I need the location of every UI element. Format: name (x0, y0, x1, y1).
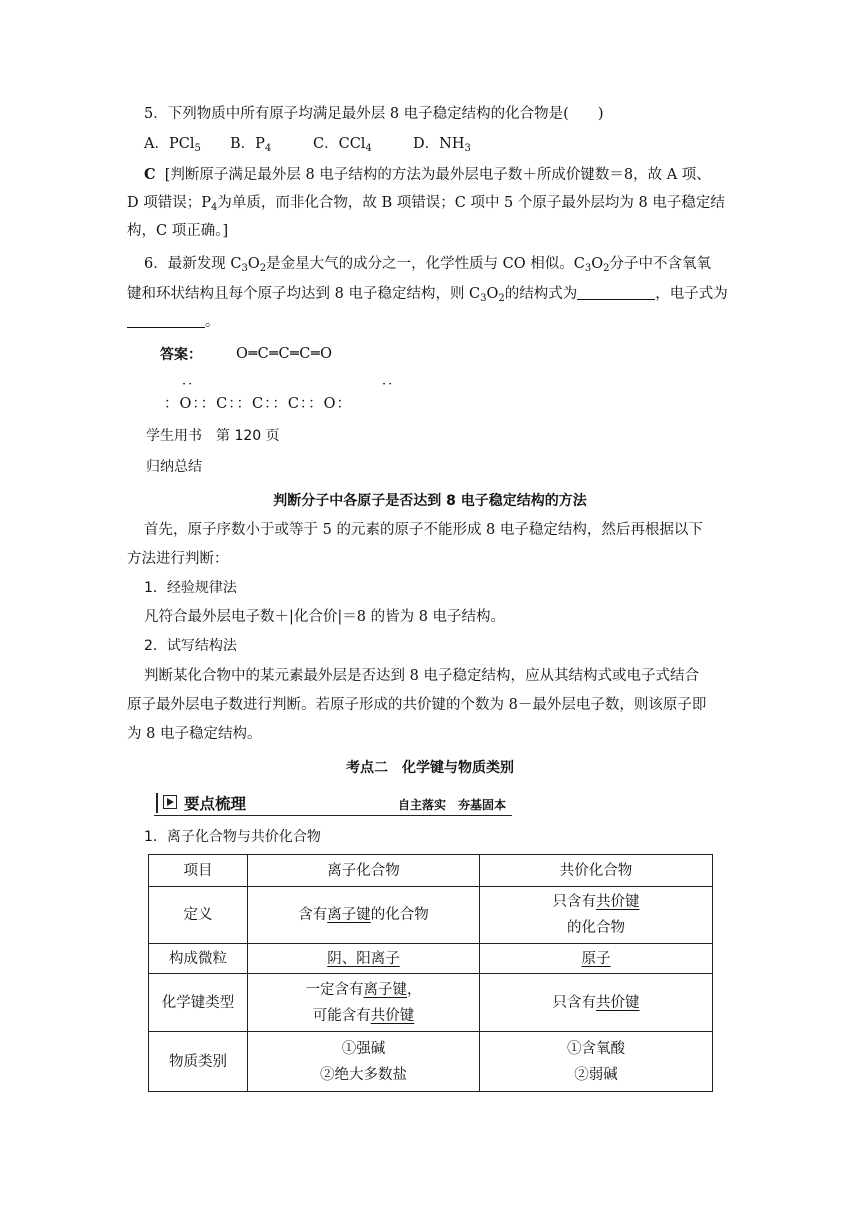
method-2-title: 2．试写结构法 (144, 638, 237, 654)
table-header: 离子化合物 (248, 855, 480, 887)
electron-formula: ：O：：C：：C：：C：：O： (164, 396, 353, 412)
lone-pair-dots: ·· (382, 377, 395, 392)
q5-options (144, 134, 499, 154)
q5-stem: 5．下列物质中所有原子均满足最外层 8 电子稳定结构的化合物是( ) (144, 106, 604, 122)
method-2-text-1: 判断某化合物中的某元素最外层是否达到 8 电子稳定结构，应从其结构式或电子式结合 (144, 668, 699, 684)
table-cell: 含有离子键的化合物 (248, 887, 480, 944)
method-1-text: 凡符合最外层电子数＋|化合价|＝8 的皆为 8 电子结构。 (144, 609, 506, 625)
summary-heading: 归纳总结 (146, 459, 202, 475)
method-2-text-2: 原子最外层电子数进行判断。若原子形成的共价键的个数为 8－最外层电子数，则该原子即 (127, 697, 707, 713)
key-points-title: 要点梳理 (184, 795, 247, 813)
summary-intro-2: 方法进行判断： (127, 551, 229, 567)
electron-formula-blank[interactable] (127, 313, 205, 328)
table-header: 共价化合物 (480, 855, 713, 887)
table-cell: ①含氧酸 ②弱碱 (480, 1032, 713, 1092)
q5-option-c[interactable]: C．CCl$_4$ (313, 136, 372, 154)
table-row (149, 974, 713, 1032)
play-icon (163, 795, 177, 809)
table-cell: 构成微粒 (149, 944, 248, 974)
page-reference: 学生用书 第 120 页 (146, 428, 280, 444)
lone-pair-dots: ·· (182, 377, 195, 392)
key-points-bar (154, 791, 512, 816)
method-1-title: 1．经验规律法 (144, 580, 237, 596)
table-cell: 只含有共价键 的化合物 (480, 887, 713, 944)
table-cell: 阴、阳离子 (248, 944, 480, 974)
q5-answer: C (144, 166, 156, 183)
structural-formula: O═C═C═C═O (236, 346, 333, 362)
q5-option-b[interactable]: B．$P_4$ (230, 136, 272, 154)
section-title: 考点二 化学键与物质类别 (346, 760, 514, 776)
q5-answer-line2: D 项错误；$P_4$为单质，而非化合物，故 B 项错误；C 项中 5 个原子最外层均为 8 电子稳定结 (127, 195, 725, 213)
q5-answer-line1: C [判断原子满足最外层 8 电子结构的方法为最外层电子数＋所成价键数＝8，故 A 项、 (144, 166, 711, 183)
table-row (149, 1032, 713, 1092)
table-cell: 只含有共价键 (480, 974, 713, 1032)
q6-line3: 。 (127, 312, 220, 332)
bar-left-rule (156, 793, 158, 813)
table-cell: ①强碱 ②绝大多数盐 (248, 1032, 480, 1092)
method-2-text-3: 为 8 电子稳定结构。 (127, 726, 262, 742)
table-row (149, 855, 713, 887)
q5-option-d[interactable]: D．$NH_3$ (413, 136, 471, 154)
structure-blank[interactable] (577, 285, 655, 300)
summary-intro-1: 首先，原子序数小于或等于 5 的元素的原子不能形成 8 电子稳定结构，然后再根据以下 (144, 522, 703, 538)
q5-option-a[interactable]: A．PCl$_5$ (144, 136, 201, 154)
table-cell: 物质类别 (149, 1032, 248, 1092)
table-header: 项目 (149, 855, 248, 887)
summary-title: 判断分子中各原子是否达到 8 电子稳定结构的方法 (273, 493, 587, 509)
table-cell: 原子 (480, 944, 713, 974)
q6-line1: 6．最新发现 $C_3O_2$是金星大气的成分之一，化学性质与 CO 相似。$C_3O_2$分子中不含氧氧 (144, 256, 712, 274)
table-cell: 化学键类型 (149, 974, 248, 1032)
subsection-title: 1．离子化合物与共价化合物 (144, 829, 321, 845)
table-row (149, 887, 713, 944)
table-row (149, 944, 713, 974)
compound-comparison-table (148, 854, 713, 1092)
q5-answer-line3: 构，C 项正确。] (127, 223, 229, 239)
q6-line2: 键和环状结构且每个原子均达到 8 电子稳定结构，则 $C_3O_2$的结构式为 ，电子式为 (127, 286, 728, 304)
key-points-subtitle: 自主落实 夯基固本 (397, 798, 506, 812)
table-cell: 定义 (149, 887, 248, 944)
answer-label: 答案： (160, 347, 202, 363)
table-cell: 一定含有离子键， 可能含有共价键 (248, 974, 480, 1032)
